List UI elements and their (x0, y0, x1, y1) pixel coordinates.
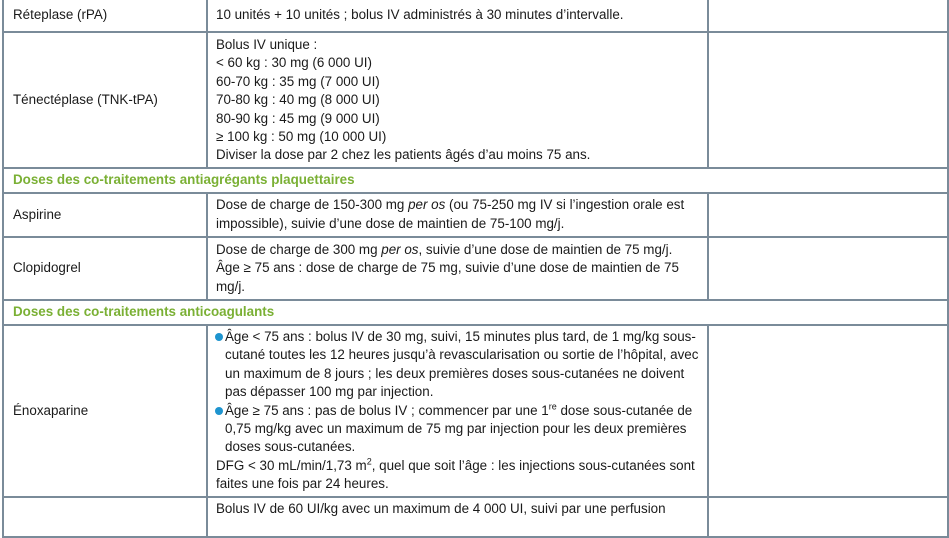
dose-line: Âge ≥ 75 ans : dose de charge de 75 mg, suivie d’une dose de maintien de 75 mg/j. (216, 260, 679, 294)
dose-text: DFG < 30 mL/min/1,73 m (216, 457, 367, 473)
dose-line (216, 241, 699, 259)
dose-cell (207, 325, 708, 497)
table-row (3, 32, 948, 168)
empty-cell (708, 325, 948, 497)
table-row (3, 193, 948, 237)
dose-line: 70-80 kg : 40 mg (8 000 UI) (216, 92, 380, 108)
dose-route: per os (408, 197, 446, 213)
section-header-row (3, 168, 948, 193)
dose-cell (207, 193, 708, 237)
drug-name: Énoxaparine (3, 325, 207, 497)
dose-line: ≥ 100 kg : 50 mg (10 000 UI) (216, 129, 387, 145)
dose-cell (207, 497, 708, 537)
table-row (3, 0, 948, 32)
section-header-row (3, 300, 948, 325)
drug-name: Aspirine (3, 193, 207, 237)
empty-cell (708, 0, 948, 32)
superscript: re (548, 401, 557, 412)
dose-line: Bolus IV unique : (216, 37, 318, 52)
empty-cell (708, 237, 948, 300)
dose-text: Dose de charge de 150-300 mg (216, 197, 409, 213)
table-row (3, 237, 948, 300)
dose-cell (207, 237, 708, 300)
dose-text: (ou 75-250 mg IV si l’ingestion orale est impossible), suivie d’une dose de maintien de 75-100 mg/j. (216, 197, 685, 231)
dose-text: dose sous-cutanée de 0,75 mg/kg avec un maximum de 75 mg par injection pour les deux premières doses sous-cutanées. (225, 402, 693, 455)
table-row (3, 325, 948, 497)
dosage-table (2, 0, 949, 538)
table-row (3, 497, 948, 537)
dose-cell: 10 unités + 10 unités ; bolus IV administrés à 30 minutes d’intervalle. (207, 0, 708, 32)
dose-text: Âge ≥ 75 ans : pas de bolus IV ; commencer par une 1 (225, 402, 549, 418)
superscript: 2 (366, 456, 372, 467)
empty-cell (708, 32, 948, 168)
drug-name (3, 497, 207, 537)
dose-line: < 60 kg : 30 mg (6 000 UI) (216, 55, 372, 71)
section-title: Doses des co-traitements anticoagulants (3, 300, 948, 325)
dose-line: Bolus IV de 60 UI/kg avec un maximum de 4 000 UI, suivi par une perfusion (216, 500, 666, 516)
empty-cell (708, 193, 948, 237)
dose-line (216, 457, 699, 494)
dose-cell (207, 32, 708, 168)
dose-line: 80-90 kg : 45 mg (9 000 UI) (216, 110, 380, 126)
drug-name: Réteplase (rPA) (3, 0, 207, 32)
dose-text: Dose de charge de 300 mg (216, 241, 382, 257)
bullet-item (216, 402, 699, 457)
drug-name: Clopidogrel (3, 237, 207, 300)
dose-text: , suivie d’une dose de maintien de 75 mg/j. (418, 241, 673, 257)
bullet-item: Âge < 75 ans : bolus IV de 30 mg, suivi, 15 minutes plus tard, de 1 mg/kg sous-cutané toutes les 12 heures jusqu’à revascularisation ou sortie de l’hôpital, avec un maximum de 8 jours ; les deux premières doses sous-cutanées ne doivent pas dépasser 100 mg par injection. (216, 328, 699, 402)
dose-text: , quel que soit l’âge : les injections sous-cutanées sont faites une fois par 24 heures. (216, 457, 695, 492)
section-title: Doses des co-traitements antiagrégants plaquettaires (3, 168, 948, 193)
dose-route: per os (381, 241, 419, 257)
empty-cell (708, 497, 948, 537)
dose-line: Diviser la dose par 2 chez les patients âgés d’au moins 75 ans. (216, 147, 591, 163)
drug-name: Ténectéplase (TNK-tPA) (3, 32, 207, 168)
dose-line: 60-70 kg : 35 mg (7 000 UI) (216, 73, 380, 89)
